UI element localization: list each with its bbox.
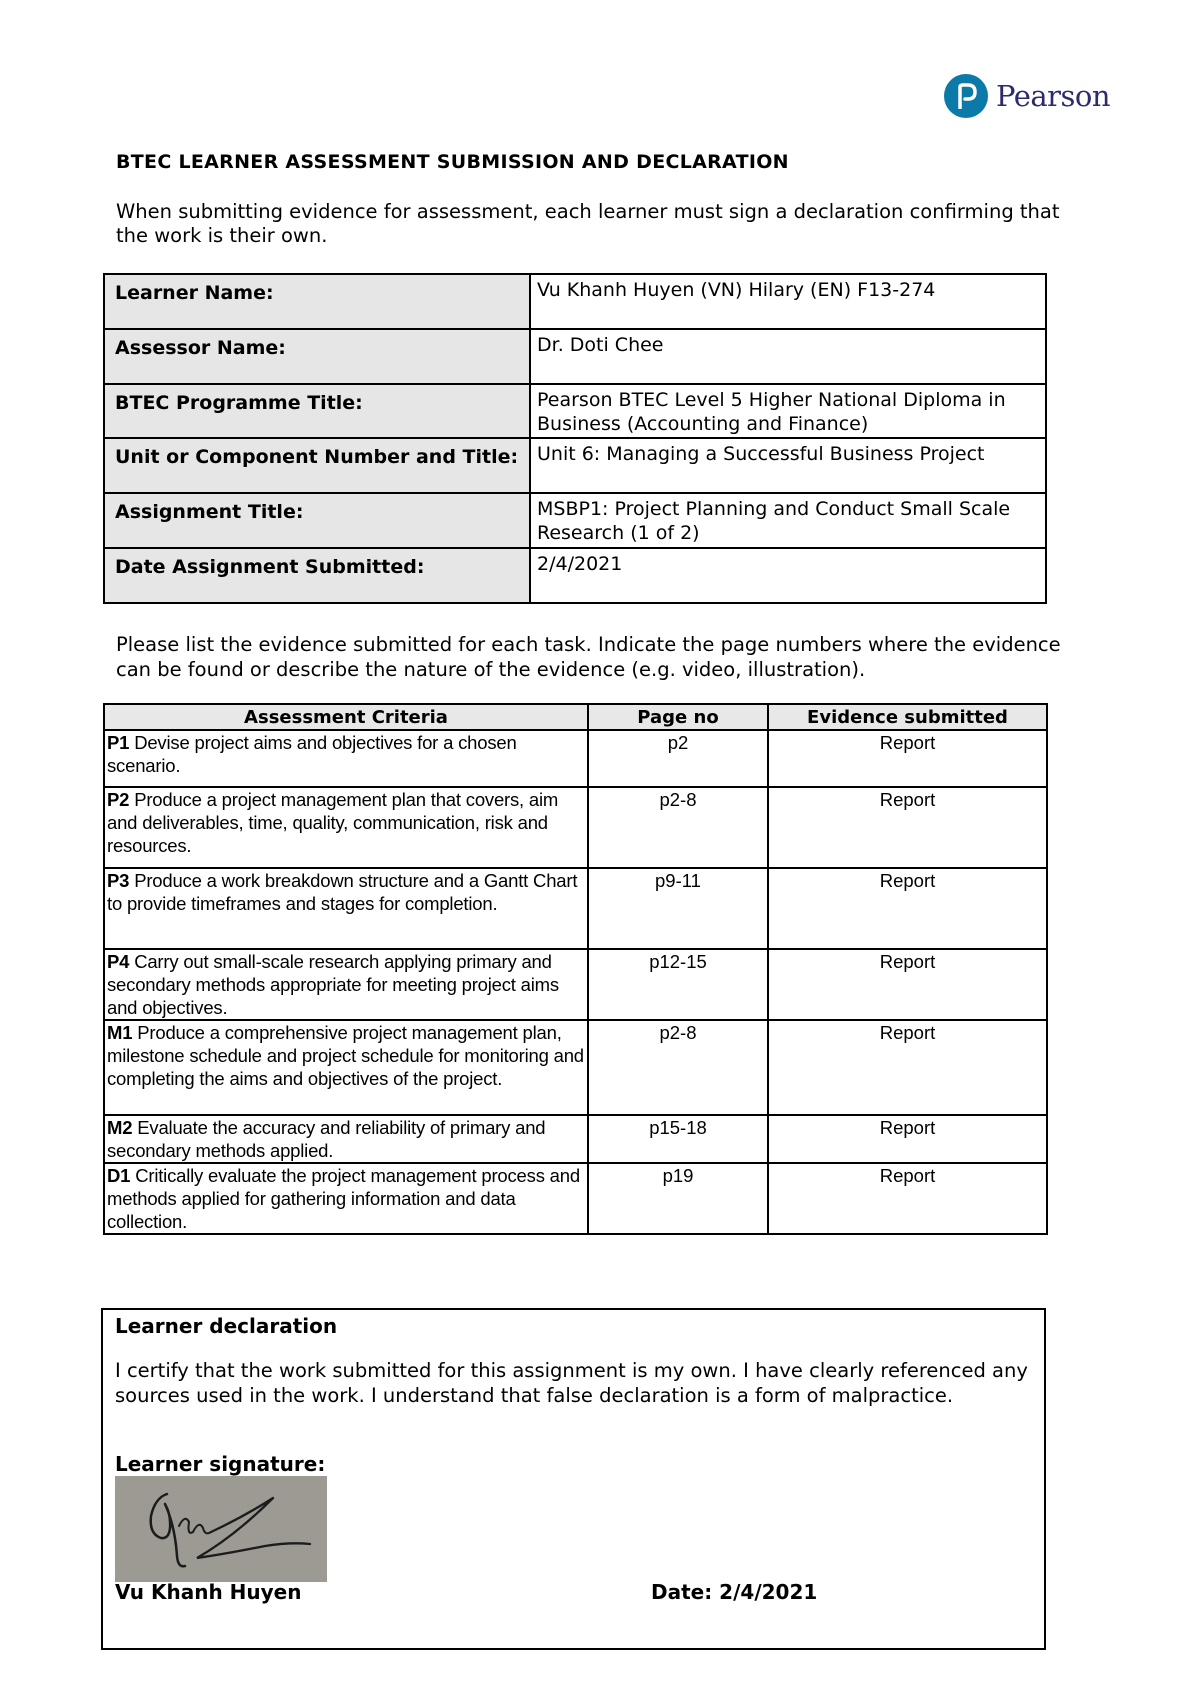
- info-value: Dr. Doti Chee: [530, 329, 1046, 384]
- learner-info-table: [103, 273, 1047, 604]
- evidence-cell: Report: [768, 868, 1047, 949]
- info-label: Assessor Name:: [104, 329, 530, 384]
- header-page: Page no: [588, 704, 768, 730]
- page-cell: p2-8: [588, 1020, 768, 1115]
- criteria-code: P1: [107, 732, 130, 753]
- criteria-text: Evaluate the accuracy and reliability of primary and secondary methods applied.: [107, 1117, 546, 1161]
- info-value: Pearson BTEC Level 5 Higher National Diploma in Business (Accounting and Finance): [530, 384, 1046, 438]
- criteria-cell: [104, 949, 588, 1020]
- signature-image: [115, 1476, 327, 1582]
- criteria-cell: [104, 1115, 588, 1163]
- evidence-cell: Report: [768, 1020, 1047, 1115]
- declaration-text: I certify that the work submitted for this assignment is my own. I have clearly referenced any sources used in the work. I understand that false declaration is a form of malpractice.: [115, 1359, 1028, 1407]
- info-label: Assignment Title:: [104, 493, 530, 548]
- info-row-assessor-name: [104, 329, 1046, 384]
- criteria-header-row: [104, 704, 1047, 730]
- page-cell: p2: [588, 730, 768, 787]
- criteria-code: M1: [107, 1022, 133, 1043]
- table-row: [104, 1020, 1047, 1115]
- header-evidence: Evidence submitted: [768, 704, 1047, 730]
- pearson-logo: [944, 72, 1110, 120]
- page-cell: p19: [588, 1163, 768, 1234]
- info-label: Date Assignment Submitted:: [104, 548, 530, 603]
- criteria-text: Produce a project management plan that covers, aim and deliverables, time, quality, communication, risk and resources.: [107, 789, 559, 856]
- info-row-assignment-title: [104, 493, 1046, 548]
- criteria-cell: [104, 730, 588, 787]
- criteria-code: P4: [107, 951, 130, 972]
- learner-declaration-box: [101, 1308, 1046, 1650]
- criteria-text: Produce a comprehensive project management plan, milestone schedule and project schedule for monitoring and completing the aims and objectives of the project.: [107, 1022, 584, 1089]
- page-cell: p2-8: [588, 787, 768, 868]
- criteria-text: Devise project aims and objectives for a chosen scenario.: [107, 732, 517, 776]
- page-cell: p9-11: [588, 868, 768, 949]
- table-row: [104, 787, 1047, 868]
- declaration-title: Learner declaration: [115, 1314, 338, 1338]
- page-title: BTEC LEARNER ASSESSMENT SUBMISSION AND DECLARATION: [116, 151, 789, 173]
- criteria-code: P3: [107, 870, 130, 891]
- info-label: BTEC Programme Title:: [104, 384, 530, 438]
- evidence-cell: Report: [768, 949, 1047, 1020]
- info-value: Vu Khanh Huyen (VN) Hilary (EN) F13-274: [530, 274, 1046, 329]
- evidence-cell: Report: [768, 730, 1047, 787]
- criteria-code: D1: [107, 1165, 131, 1186]
- info-value: 2/4/2021: [530, 548, 1046, 603]
- evidence-cell: Report: [768, 1163, 1047, 1234]
- intro-text: When submitting evidence for assessment, each learner must sign a declaration confirming that the work is their own.: [116, 200, 1060, 247]
- header-criteria: Assessment Criteria: [104, 704, 588, 730]
- criteria-cell: [104, 1163, 588, 1234]
- signature-label: Learner signature:: [115, 1452, 326, 1476]
- criteria-cell: [104, 868, 588, 949]
- page-cell: p12-15: [588, 949, 768, 1020]
- info-row-learner-name: [104, 274, 1046, 329]
- evidence-cell: Report: [768, 787, 1047, 868]
- table-row: [104, 1115, 1047, 1163]
- declaration-date: Date: 2/4/2021: [651, 1580, 818, 1604]
- info-row-programme-title: [104, 384, 1046, 438]
- learner-name-signed: Vu Khanh Huyen: [115, 1580, 302, 1604]
- pearson-wordmark: Pearson: [996, 79, 1111, 113]
- table-row: [104, 949, 1047, 1020]
- info-value: MSBP1: Project Planning and Conduct Small Scale Research (1 of 2): [530, 493, 1046, 548]
- evidence-instructions: Please list the evidence submitted for each task. Indicate the page numbers where the evidence can be found or describe the nature of the evidence (e.g. video, illustration).: [116, 633, 1061, 681]
- criteria-text: Carry out small-scale research applying primary and secondary methods appropriate for meeting project aims and objectives.: [107, 951, 559, 1018]
- table-row: [104, 1163, 1047, 1234]
- criteria-cell: [104, 787, 588, 868]
- criteria-text: Critically evaluate the project management process and methods applied for gathering information and data collection.: [107, 1165, 580, 1232]
- criteria-code: P2: [107, 789, 130, 810]
- page-cell: p15-18: [588, 1115, 768, 1163]
- info-row-date-submitted: [104, 548, 1046, 603]
- pearson-p-icon: [944, 74, 988, 118]
- info-label: Unit or Component Number and Title:: [104, 438, 530, 493]
- info-row-unit-title: [104, 438, 1046, 493]
- criteria-code: M2: [107, 1117, 133, 1138]
- criteria-cell: [104, 1020, 588, 1115]
- table-row: [104, 868, 1047, 949]
- info-label: Learner Name:: [104, 274, 530, 329]
- info-value: Unit 6: Managing a Successful Business Project: [530, 438, 1046, 493]
- criteria-text: Produce a work breakdown structure and a Gantt Chart to provide timeframes and stages for completion.: [107, 870, 578, 914]
- table-row: [104, 730, 1047, 787]
- evidence-cell: Report: [768, 1115, 1047, 1163]
- assessment-criteria-table: [103, 703, 1048, 1235]
